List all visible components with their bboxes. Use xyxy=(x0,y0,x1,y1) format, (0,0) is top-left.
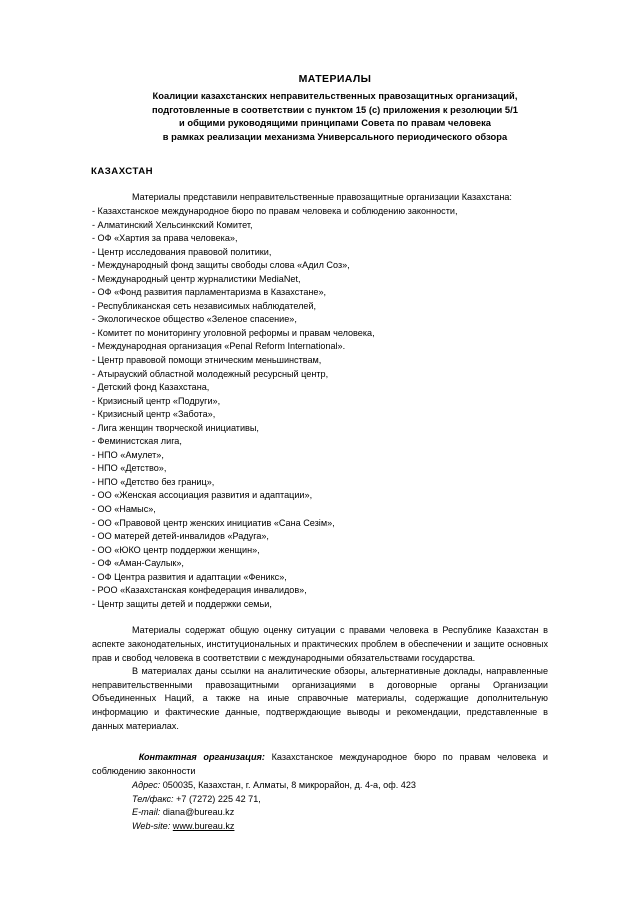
list-item: - ОО «ЮКО центр поддержки женщин», xyxy=(92,544,260,555)
subtitle-line-2: подготовленные в соответствии с пунктом 15 (с) приложения к резолюции 5/1 xyxy=(151,104,519,115)
list-item: - Комитет по мониторингу уголовной реформы и правам человека, xyxy=(92,327,375,338)
list-item: - Казахстанское международное бюро по правам человека и соблюдению законности, xyxy=(92,205,458,216)
list-item: - Феминистская лига, xyxy=(92,436,182,447)
contact-phone-label: Тел/факс: xyxy=(132,793,174,804)
list-item: - Международная организация «Penal Reform International». xyxy=(92,341,346,352)
list-item: - НПО «Детство без границ», xyxy=(92,476,215,487)
list-item: - ОФ Центра развития и адаптации «Феникс», xyxy=(92,571,287,582)
list-item: - ОФ «Фонд развития парламентаризма в Казахстане», xyxy=(92,287,327,298)
list-item: - ОФ «Аман-Саулык», xyxy=(92,558,184,569)
contact-organization-label: Контактная организация: xyxy=(138,752,265,763)
contact-organization-line xyxy=(92,751,578,779)
subtitle-line-1: Коалиции казахстанских неправительственных правозащитных организаций, xyxy=(152,91,518,101)
list-item: - Алматинский Хельсинкский Комитет, xyxy=(92,219,253,230)
body-paragraph-1: Материалы содержат общую оценку ситуации с правами человека в Республике Казахстан в аспекте законодательных, институциональных и практических проблем в обеспечении и защите основных прав и свобод человека в соответствии с международными обязательствами государства. xyxy=(92,625,548,663)
list-item: - Лига женщин творческой инициативы, xyxy=(92,422,259,433)
contact-website-label: Web-site: xyxy=(132,821,171,832)
website-link[interactable]: www.bureau.kz xyxy=(172,821,235,832)
contact-email-label: E-mail: xyxy=(132,807,161,818)
organization-list xyxy=(92,205,578,611)
list-item: - Центр исследования правовой политики, xyxy=(92,246,272,257)
list-item: - Международный центр журналистики MediaNet, xyxy=(92,273,301,284)
list-item: - Детский фонд Казахстана, xyxy=(92,382,210,393)
intro-paragraph: Материалы представили неправительственные правозащитные организации Казахстана: xyxy=(132,192,512,203)
list-item: - ОФ «Хартия за права человека», xyxy=(92,233,238,244)
body-paragraph-group xyxy=(92,624,578,733)
list-item: - РОО «Казахстанская конфедерация инвалидов», xyxy=(92,585,307,596)
list-item: - Экологическое общество «Зеленое спасение», xyxy=(92,314,297,325)
page-title: МАТЕРИАЛЫ xyxy=(298,73,372,85)
contact-website-line xyxy=(92,820,578,834)
section-heading-kazakhstan: КАЗАХСТАН xyxy=(91,166,154,178)
list-item: - Международный фонд защиты свободы слова «Адил Соз», xyxy=(92,260,350,271)
list-item: - НПО «Детство», xyxy=(92,463,167,474)
contact-email-line xyxy=(92,806,578,820)
contact-email-value[interactable]: diana@bureau.kz xyxy=(160,807,235,818)
list-item: - Кризисный центр «Забота», xyxy=(92,409,216,420)
contact-phone-value: +7 (7272) 225 42 71, xyxy=(173,793,261,804)
body-paragraph-2: В материалах даны ссылки на аналитические обзоры, альтернативные доклады, направленные неправительственными правозащитными организациями в договорные органы Организации Объединенных Наций, а также на иные справочные материалы, содержащие дополнительную информацию и фактические данные, подтверждающие выводы и рекомендации, представленные в данных материалах. xyxy=(92,666,548,731)
contact-address-line xyxy=(92,779,578,793)
list-item: - Центр защиты детей и поддержки семьи, xyxy=(92,598,272,609)
list-item: - ОО матерей детей-инвалидов «Радуга», xyxy=(92,531,269,542)
list-item: - НПО «Амулет», xyxy=(92,449,164,460)
list-item: - Атырауский областной молодежный ресурсный центр, xyxy=(92,368,329,379)
contact-organization-value: Казахстанское международное бюро по правам человека и соблюдению законности xyxy=(92,752,548,776)
list-item: - Республиканская сеть независимых наблюдателей, xyxy=(92,300,317,311)
list-item: - Кризисный центр «Подруги», xyxy=(92,395,221,406)
list-item: - ОО «Намыс», xyxy=(92,504,156,514)
subtitle-line-3: и общими руководящими принципами Совета по правам человека xyxy=(178,118,492,129)
list-item: - ОО «Женская ассоциация развития и адаптации», xyxy=(92,490,313,501)
list-item: - ОО «Правовой центр женских инициатив «Сана Сезім», xyxy=(92,517,335,528)
contact-phone-line xyxy=(92,793,578,807)
list-item: - Центр правовой помощи этническим меньшинствам, xyxy=(92,354,322,365)
contact-address-value: 050035, Казахстан, г. Алматы, 8 микрорайон, д. 4-а, оф. 423 xyxy=(160,779,416,790)
title-block xyxy=(92,72,578,144)
subtitle-line-4: в рамках реализации механизма Универсального периодического обзора xyxy=(162,131,508,142)
contact-address-label: Адрес: xyxy=(132,779,161,790)
contact-block xyxy=(92,751,578,834)
